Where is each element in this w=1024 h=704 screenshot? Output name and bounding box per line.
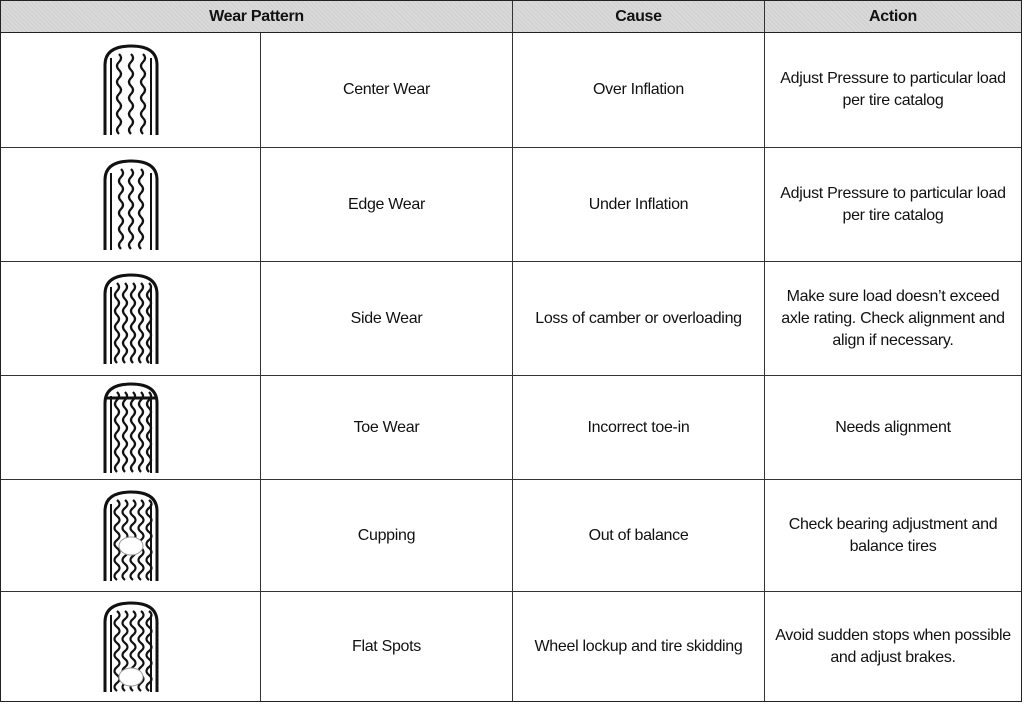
cause-cell: Loss of camber or overloading: [513, 262, 765, 375]
action-cell: Check bearing adjustment and balance tires: [788, 515, 998, 555]
pattern-cell: Flat Spots: [261, 592, 513, 701]
tread-line: [141, 54, 145, 134]
tire-edge-wear-icon: [91, 155, 171, 255]
table-row: [1, 376, 1021, 480]
tread-line: [123, 392, 127, 472]
cause-cell: Incorrect toe-in: [513, 376, 765, 479]
pattern-cell: Center Wear: [261, 33, 513, 147]
action-cell: Adjust Pressure to particular load per tire catalog: [780, 70, 1006, 109]
table-row: [1, 262, 1021, 376]
action-cell: Needs alignment: [835, 418, 951, 436]
cause-cell: Over Inflation: [513, 33, 765, 147]
tire-outline: [105, 46, 157, 135]
tread-line: [123, 283, 127, 363]
tread-line: [129, 169, 133, 249]
pattern-cell: Edge Wear: [261, 148, 513, 261]
tire-side-wear-icon: [91, 269, 171, 369]
pattern-cell: Toe Wear: [261, 376, 513, 479]
tire-outline: [105, 161, 157, 250]
table-header: [1, 1, 1021, 33]
table-row: [1, 148, 1021, 262]
tread-line: [139, 283, 143, 363]
table-row: [1, 33, 1021, 148]
tread-line: [114, 611, 119, 691]
cause-cell: Wheel lockup and tire skidding: [513, 592, 765, 701]
tread-line: [115, 283, 119, 363]
tire-toe-wear-icon: [91, 378, 171, 478]
tread-line: [117, 54, 121, 134]
header-wear-pattern: Wear Pattern: [1, 1, 513, 32]
wear-spot: [119, 668, 143, 686]
tread-line: [139, 169, 143, 249]
table-row: [1, 480, 1021, 592]
header-cause: Cause: [513, 1, 765, 32]
tire-outline: [105, 275, 157, 364]
cause-cell: Under Inflation: [513, 148, 765, 261]
action-cell: Avoid sudden stops when possible and adjust brakes.: [775, 626, 1011, 666]
pattern-cell: Cupping: [261, 480, 513, 591]
table-row: [1, 592, 1021, 701]
pattern-cell: Side Wear: [261, 262, 513, 375]
tire-cupping-icon: [91, 486, 171, 586]
action-cell: Adjust Pressure to particular load per tire catalog: [780, 184, 1006, 224]
tread-line: [129, 54, 133, 134]
header-action: Action: [869, 7, 917, 25]
tread-line: [115, 392, 119, 472]
tread-line: [119, 169, 123, 249]
action-cell: Make sure load doesn’t exceed axle rating. Check alignment and align if necessary.: [781, 287, 1005, 349]
cause-cell: Out of balance: [513, 480, 765, 591]
tread-line: [139, 392, 143, 472]
tread-line: [114, 500, 119, 580]
tire-flat-spots-icon: [91, 597, 171, 697]
tread-line: [131, 392, 135, 472]
tire-center-wear-icon: [91, 40, 171, 140]
wear-spot: [119, 537, 143, 555]
tread-line: [131, 283, 135, 363]
